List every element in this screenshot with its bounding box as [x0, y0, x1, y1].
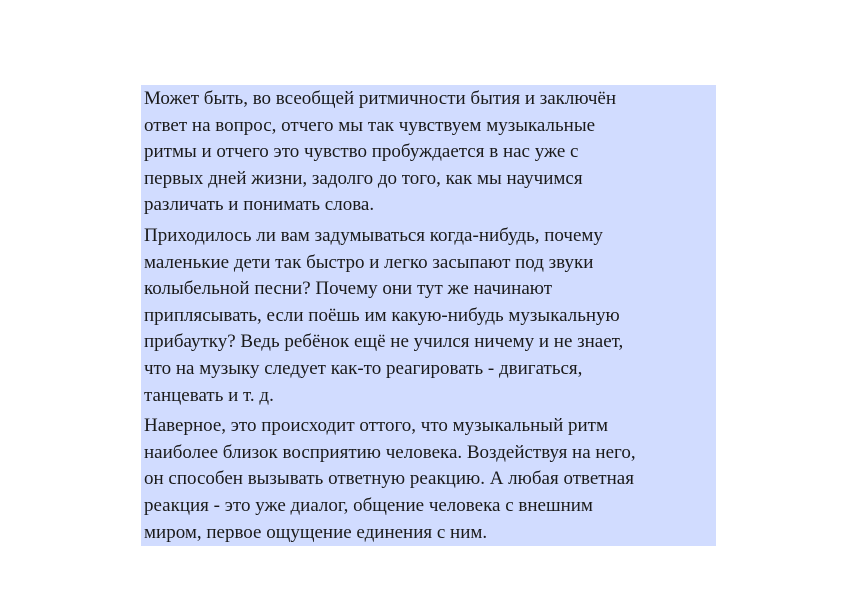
paragraph-1: Может быть, во всеобщей ритмичности бытия и заключён ответ на вопрос, отчего мы так чувствуем музыкальные ритмы и отчего это чувство пробуждается в нас уже с первых дней жизни, задолго до того, как мы научимся различать и понимать слова. — [144, 88, 617, 216]
paragraph-3: Наверное, это происходит оттого, что музыкальный ритм наиболее близок восприятию человека. Воздействуя на него, он способен вызывать ответную реакцию. А любая ответная реакция - это уже диалог, общение человека с внешним миром, первое ощущение единения с ним. — [144, 415, 636, 543]
paragraph-2: Приходилось ли вам задумываться когда-нибудь, почему маленькие дети так быстро и легко засыпают под звуки колыбельной песни? Почему они тут же начинают приплясывать, если поёшь им какую-нибудь музыкальную прибаутку? Ведь ребёнок ещё не учился ничему и не знает, что на музыку следует как-то реагировать - двигаться, танцевать и т. д. — [144, 224, 624, 406]
text-box — [141, 85, 716, 546]
